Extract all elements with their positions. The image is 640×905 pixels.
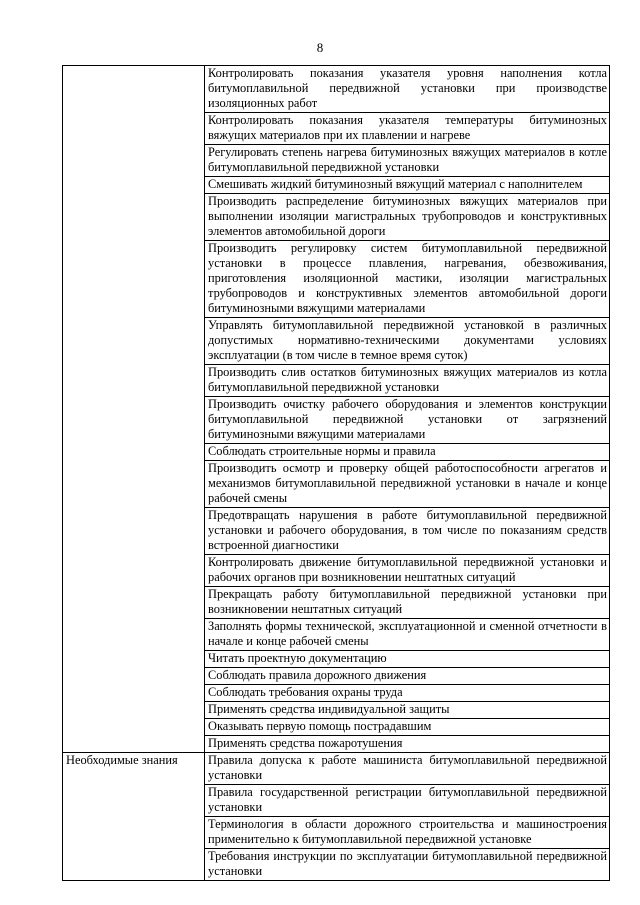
requirement-cell <box>205 318 610 365</box>
requirement-cell <box>205 736 610 753</box>
requirement-text: Требования инструкции по эксплуатации битумоплавильной передвижной установки <box>208 849 607 878</box>
requirement-cell <box>205 849 610 881</box>
requirement-cell <box>205 397 610 444</box>
requirement-cell <box>205 444 610 461</box>
requirement-text: Производить распределение битуминозных вяжущих материалов при выполнении изоляции магистральных трубопроводов и конструктивных элементов автомобильной дороги <box>208 194 607 238</box>
requirement-cell <box>205 587 610 619</box>
requirement-cell <box>205 651 610 668</box>
requirement-cell <box>205 719 610 736</box>
table-row <box>63 753 610 785</box>
requirement-text: Терминология в области дорожного строительства и машиностроения применительно к битумоплавильной передвижной установке <box>208 817 607 846</box>
requirement-text: Соблюдать требования охраны труда <box>208 685 403 699</box>
requirement-text: Прекращать работу битумоплавильной передвижной установки при возникновении нештатных ситуаций <box>208 587 607 616</box>
requirement-text: Заполнять формы технической, эксплуатационной и сменной отчетности в начале и конце рабочей смены <box>208 619 607 648</box>
requirement-text: Правила государственной регистрации битумоплавильной передвижной установки <box>208 785 607 814</box>
requirement-cell <box>205 508 610 555</box>
requirement-text: Регулировать степень нагрева битуминозных вяжущих материалов в котле битумоплавильной передвижной установки <box>208 145 607 174</box>
requirement-text: Смешивать жидкий битуминозный вяжущий материал с наполнителем <box>208 177 583 191</box>
requirement-text: Контролировать показания указателя температуры битуминозных вяжущих материалов при их плавлении и нагреве <box>208 113 607 142</box>
requirement-cell <box>205 113 610 145</box>
requirement-text: Управлять битумоплавильной передвижной установкой в различных допустимых нормативно-техническими документами условиях эксплуатации (в том числе в темное время суток) <box>208 318 607 362</box>
requirement-cell <box>205 241 610 318</box>
requirement-text: Соблюдать строительные нормы и правила <box>208 444 436 458</box>
section-label: Необходимые знания <box>66 753 178 767</box>
requirements-table <box>62 65 610 881</box>
requirement-cell <box>205 365 610 397</box>
requirement-text: Производить регулировку систем битумоплавильной передвижной установки в процессе плавления, нагревания, обезвоживания, приготовления изоляционной мастики, изоляции магистральных трубопроводов и конструктивных элементов автомобильной дороги битуминозными вяжущими материалами <box>208 241 607 315</box>
requirement-text: Соблюдать правила дорожного движения <box>208 668 427 682</box>
requirement-text: Производить осмотр и проверку общей работоспособности агрегатов и механизмов битумоплавильной передвижной установки в начале и конце рабочей смены <box>208 461 607 505</box>
requirement-cell <box>205 685 610 702</box>
requirement-text: Применять средства индивидуальной защиты <box>208 702 450 716</box>
requirement-text: Производить слив остатков битуминозных вяжущих материалов из котла битумоплавильной передвижной установки <box>208 365 607 394</box>
requirement-text: Контролировать показания указателя уровня наполнения котла битумоплавильной передвижной установки при производстве изоляционных работ <box>208 66 607 110</box>
requirement-cell <box>205 785 610 817</box>
table-row <box>63 66 610 113</box>
requirement-cell <box>205 145 610 177</box>
requirement-cell <box>205 461 610 508</box>
requirement-cell <box>205 66 610 113</box>
requirement-cell <box>205 817 610 849</box>
section-label-cell <box>63 66 205 753</box>
requirement-text: Предотвращать нарушения в работе битумоплавильной передвижной установки и рабочего оборудования, в том числе по показаниям средств встроенной диагностики <box>208 508 607 552</box>
requirement-text: Применять средства пожаротушения <box>208 736 403 750</box>
requirement-cell <box>205 619 610 651</box>
requirement-cell <box>205 194 610 241</box>
requirement-text: Оказывать первую помощь пострадавшим <box>208 719 432 733</box>
page-number: 8 <box>316 40 324 55</box>
requirement-text: Правила допуска к работе машиниста битумоплавильной передвижной установки <box>208 753 607 782</box>
section-label-cell <box>63 753 205 881</box>
requirement-cell <box>205 555 610 587</box>
requirement-cell <box>205 668 610 685</box>
requirement-cell <box>205 753 610 785</box>
requirement-cell <box>205 177 610 194</box>
requirement-text: Читать проектную документацию <box>208 651 387 665</box>
requirement-cell <box>205 702 610 719</box>
requirement-text: Контролировать движение битумоплавильной передвижной установки и рабочих органов при возникновении нештатных ситуаций <box>208 555 607 584</box>
requirement-text: Производить очистку рабочего оборудования и элементов конструкции битумоплавильной передвижной установки от загрязнений битуминозными вяжущими материалами <box>208 397 607 441</box>
